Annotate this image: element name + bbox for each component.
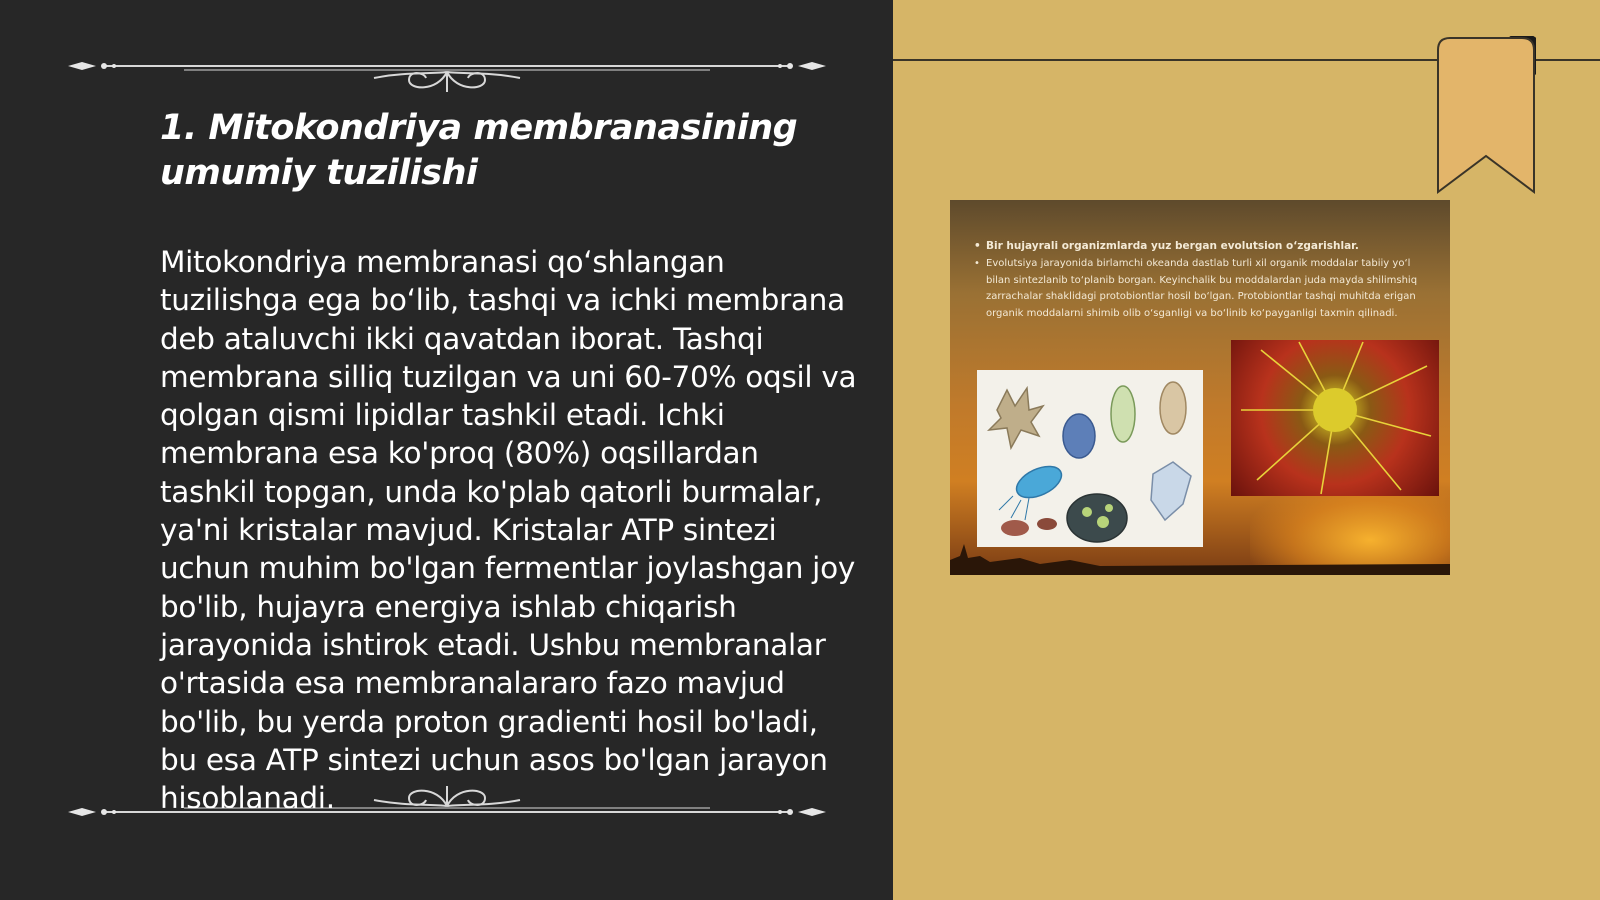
protists-illustration [977,370,1203,547]
body-paragraph: Mitokondriya membranasi qo‘shlangan tuzilishga ega bo‘lib, tashqi va ichki membrana deb ataluvchi ikki qavatdan iborat. Tashqi membrana silliq tuzilgan va uni 60-70% oqsil va qolgan qismi lipidlar tashkil etadi. Ichki membrana esa ko'proq (80%) oqsillardan tashkil topgan, unda ko'plab qatorli burmalar, ya'ni kristalar mavjud. Kristalar ATP sintezi uchun muhim bo'lgan fermentlar joylashgan joy bo'lib, hujayra energiya ishlab chiqarish jarayonida ishtirok etadi. Ushbu membranalar o'rtasida esa membranalararo fazo mavjud bo'lib, bu yerda proton gradienti hosil bo'ladi, bu esa ATP sintezi uchun asos bo'lgan jarayon hisoblanadi. [160,245,857,816]
embedded-slide-image [950,200,1450,575]
cell-spikes [1231,340,1439,496]
slide-title: 1. Mitokondriya membranasining umumiy tuzilishi [160,108,798,193]
top-ornament-divider [64,42,830,92]
savanna-silhouette [950,538,1450,575]
slide-bullet-1: • Bir hujayrali organizmlarda yuz bergan evolutsion o‘zgarishlar. [974,238,1434,254]
cell-micrograph-picture [1231,340,1439,496]
slide-bullet-2: • Evolutsiya jarayonida birlamchi okeanda dastlab turli xil organik moddalar tabiiy yo‘l bilan sintezlanib to‘planib borgan. Keyinchalik bu moddalardan juda mayda shilimshiq zarrachalar shaklidagi protobiontlar hosil bo‘lgan. Protobiontlar tashqi muhitda erigan organik moddalarni shimib olib o‘sganligi va bo‘linib ko‘payganligi taxmin qilinadi. [974,256,1434,322]
bookmark-ribbon-icon [1436,36,1536,196]
microorganisms-picture [977,370,1203,547]
slide-bullet-list [966,238,1434,322]
